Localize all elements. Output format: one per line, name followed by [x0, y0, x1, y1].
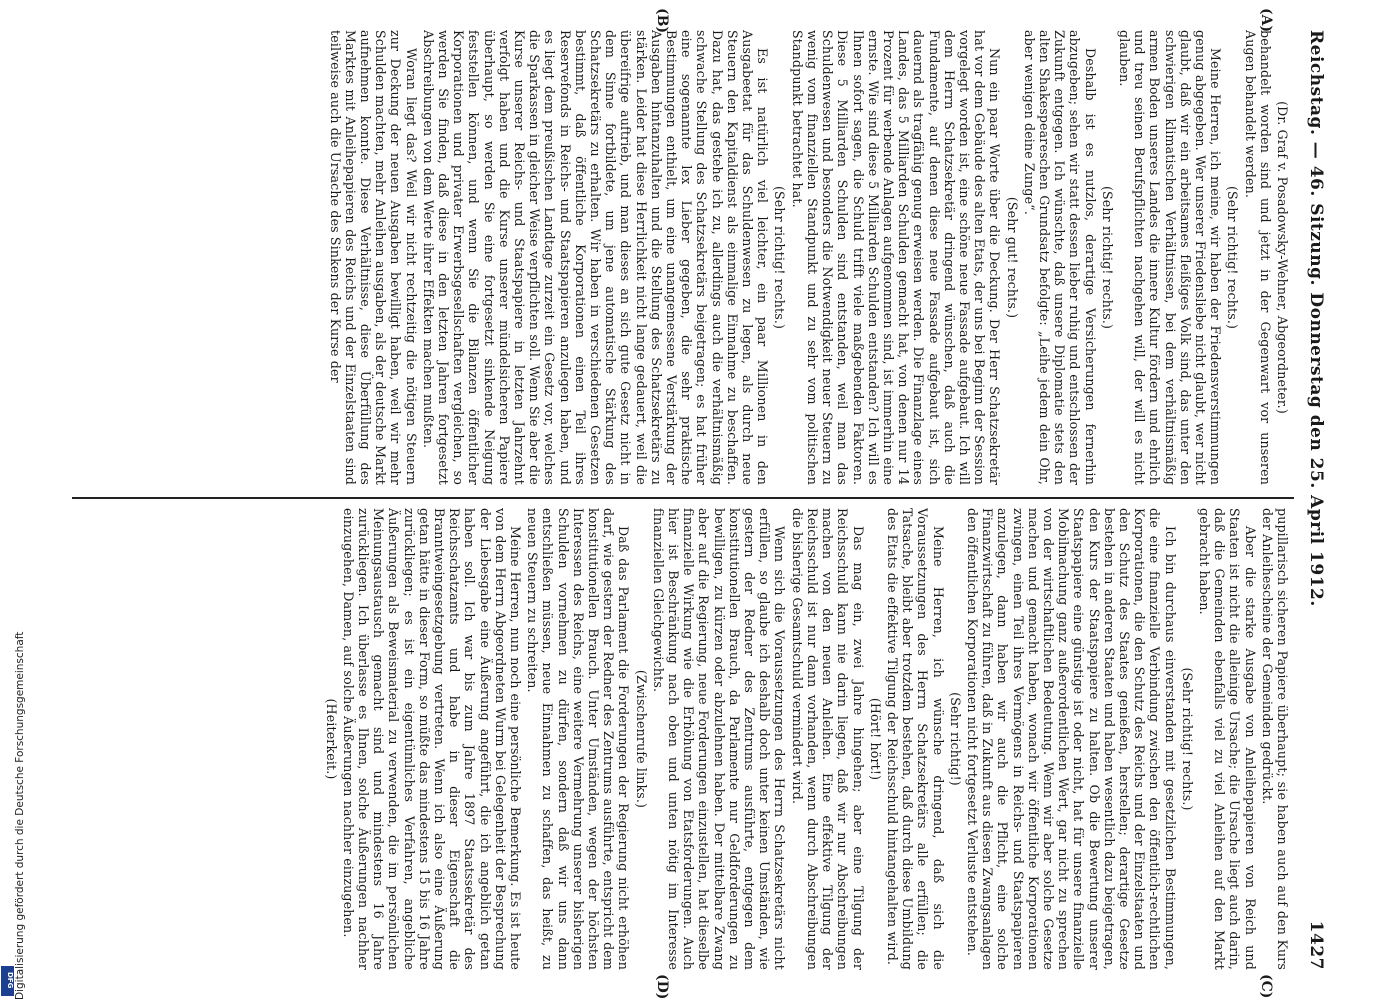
- rotated-newspaper-page: [70, 8, 1330, 1000]
- speaker-line: (Dr. Graf v. Posadowsky-Wehner, Abgeordneter.): [1275, 101, 1290, 414]
- interjection: (Sehr richtig!): [947, 692, 963, 786]
- margin-letter-d: (D): [654, 974, 670, 1000]
- column-left: [70, 30, 1290, 485]
- paragraph: Meine Herren, nun noch eine persönliche Bemerkung. Es ist heute von dem Herrn Abgeordneten Wurm bei Gelegenheit der Besprechung der Liebesgabe eine Äußerung angeführt, die ich angeblich getan haben soll. Ich war bis zum Jahre 1897 Staatssekretär des Reichsschatzamts und habe in dieser Eigenschaft die Branntweingesetzgebung vertreten. Wenn ich also eine Äußerung getan hätte in dieser Form, so müßte das mindestens 15 bis 16 Jahre zurückliegen; es ist ein eigentümliches Verfahren, angebliche Äußerungen als Beweismaterial zu verwenden, die im persönlichen Meinungsaustausch gemacht sind und mindestens 16 Jahre zurückliegen. Ich überlasse es Ihnen, solche Äußerungen nachher einzugehen, Damen, auf solche Äußerungen nachher einzugehen.: [340, 508, 524, 970]
- page-number: 1427: [1306, 920, 1326, 970]
- margin-letter-c: (C): [1258, 974, 1274, 999]
- paragraph: pupillarisch sicheren Papiere überhaupt; sie haben auch auf den Kurs der Anleihescheine der Gemeinden gedrückt.: [1259, 508, 1290, 970]
- interjection: (Zwischenrufe links.): [633, 669, 649, 809]
- paragraph: Nun ein paar Worte über die Deckung. Der Herr Schatzsekretär hat vor dem Gebäude des alten Etats, der uns bei Beginn der Session vorgelegt worden ist, eine schöne neue Fassade aufgebaut. Ich will dem Herrn Schatzsekretär dringend wünschen, daß auch die Fundamente, auf denen diese neue Fassade aufgebaut ist, sich dauernd als tragfähig genug erweisen werden. Die Finanzlage eines Landes, das 5 Milliarden Schulden gemacht hat, von denen nur 14 Prozent für werbende Anlagen aufgenommen sind, ist immerhin eine ernste. Wie sind diese 5 Milliarden Schulden entstanden? Ich will es Ihnen sofort sagen, die Schuld trifft viele maßgebenden Faktoren. Diese 5 Milliarden Schulden sind entstanden, weil man das Schuldenwesen und besonders die Notwendigkeit neuer Steuern zu wenig vom finanziellen Standpunkt und zu sehr vom politischen Standpunkt betrachtet hat.: [789, 30, 1003, 485]
- paragraph: Das mag ein, zwei Jahre hingehen; aber eine Tilgung der Reichsschuld kann nie darin liegen, daß wir nur Abschreibungen machen von den neuen Anleihen. Eine effektive Tilgung der Reichsschuld ist nur dann vorhanden, wenn durch Abschreibungen die bisherige Gesamtschuld vermindert wird.: [789, 508, 866, 970]
- paragraph: Deshalb ist es nutzlos, derartige Versicherungen fernerhin abzugeben; sehen wir statt dessen lieber ruhig und entschlossen der Zukunft entgegen. Ich wünschte, daß unsere Diplomatie stets den alten Shakespeareschen Grundsatz befolgte: „Leihe jedem dein Ohr, aber wenigen deine Zunge“.: [1021, 30, 1098, 485]
- interjection: (Hört! hört!): [867, 697, 883, 781]
- interjection: (Sehr richtig! rechts.): [1099, 185, 1115, 330]
- paragraph: Meine Herren, ich meine, wir haben der Friedensverstimmungen genug abgegeben. Wer unserer Friedensliebe nicht glaubt, wer nicht glaubt, daß wir ein arbeitsames fleißiges Volk sind, das unter den schwierigen klimatischen Verhältnissen, bei dem verhältnismäßig armen Boden unseres Landes die innere Kultur fördern und ehrlich und treu seinen Berufspflichten nachgehen will, der will es nicht glauben.: [1116, 30, 1224, 485]
- paragraph: Ich bin durchaus einverstanden mit gesetzlichen Bestimmungen, die eine finanzielle Verbindung zwischen den öffentlich-rechtlichen Korporationen, die den Schutz des Reichs und der Einzelstaaten und den Schutz des Staates genießen, herstellen; derartige Gesetze bestehen in anderen Staaten und haben wesentlich dazu beigetragen, den Kurs der Staatspapiere zu halten. Ob die Bewertung unserer Staatspapiere eine günstige ist oder nicht, hat für unsere finanzielle Mobilmachung ganz außerordentlichen Wert, gar nicht zu sprechen von der wirtschaftlichen Bedeutung. Wenn wir aber solche Gesetze machen und gemacht haben, wonach wir öffentliche Korporationen zwingen, einen Teil ihres Vermögens in Reichs- und Staatspapieren anzulegen, dann haben wir auch die Pflicht, eine solche Finanzwirtschaft zu führen, daß in Zukunft aus diesen Zwangsanlagen den öffentlichen Korporationen nicht fortgesetzt Verluste entstehen.: [964, 508, 1178, 970]
- page-title: Reichstag. — 46. Sitzung. Donnerstag den 25. April 1912.: [1306, 30, 1326, 607]
- interjection: (Sehr richtig! rechts.): [1225, 185, 1241, 330]
- column-divider: [72, 497, 1294, 499]
- margin-letter-a: (A): [1258, 8, 1274, 33]
- interjection: (Heiterkeit.): [323, 698, 339, 780]
- interjection: (Sehr gut! rechts.): [1004, 196, 1020, 319]
- paragraph: Woran liegt das? Weil wir nicht rechtzeitig die nötigen Steuern zur Deckung der neuen Ausgaben bewilligt haben, weil wir mehr Schulden machten, mehr Anleihen ausgaben, als der deutsche Markt aufnehmen konnte. Diese Verhältnisse, diese Überfüllung des Marktes mit Anleihepapieren des Reichs und der Einzelstaaten sind teilweise auch die Ursache des Sinkens der Kurse der: [327, 30, 419, 485]
- paragraph: Wenn sich die Voraussetzungen des Herrn Schatzsekretärs nicht erfüllen, so glaube ich deshalb doch unter keinen Umständen, wie gestern der Redner des Zentrums ausführte, entgegen dem konstitutionellen Brauch, da Parlamente nur Geldforderungen zu bewilligen, zu kürzen oder abzulehnen haben. Der mittelbare Zwang aber auf die Regierung, neue Forderungen einzustellen, hat dieselbe finanzielle Wirkung wie die Erhöhung von Etatsforderungen. Auch hier ist Beschränkung nach oben und unten nötig im Interesse finanziellen Gleichgewichts.: [650, 508, 788, 970]
- interjection: (Sehr richtig! rechts.): [1179, 667, 1195, 811]
- column-right: [70, 508, 1290, 970]
- paragraph: Meine Herren, ich wünsche dringend, daß sich die Voraussetzungen des Herrn Schatzsekretärs alle erfüllen; die Tatsache, bleibt aber trotzdem bestehen, daß durch diese Umbildung des Etats die effektive Tilgung der Reichsschuld hintangehalten wird.: [884, 508, 946, 970]
- margin-letter-b: (B): [654, 8, 670, 34]
- paragraph: Aber die starke Ausgabe von Anleihepapieren von Reich und Staaten ist nicht die alleinige Ursache; die Ursache liegt auch darin, daß die Gemeinden ebenfalls viel zu viel Anleihen auf den Markt gebracht haben.: [1196, 508, 1258, 970]
- page-header: [1300, 30, 1330, 970]
- paragraph: behandelt worden sind und jetzt in der Gegenwart vor unseren Augen behandelt werden.: [1242, 30, 1273, 485]
- interjection: (Sehr richtig! rechts.): [772, 185, 788, 330]
- credit-text: Digitalisierung gefördert durch die Deutsche Forschungsgemeinschaft: [14, 631, 26, 1000]
- paragraph: Es ist natürlich viel leichter, ein paar Millionen in den Ausgabeetat für das Schuldenwesen zu legen, als durch neue Steuern den Kapitaldienst als einmalige Einnahme zu beschaffen. Dazu hat, das gestehe ich zu, allerdings auch die verhältnismäßig schwache Stellung des Schatzsekretärs beigetragen; es hat früher eine sogenannte lex Lieber gegeben, die sehr praktische Bestimmungen enthielt, um eine unangemessene Verstärkung der Ausgaben hintanzuhalten und die Stellung des Schatzsekretärs zu stärken. Leider hat diese Herrlichkeit nicht lange gedauert, weil die übereifrige auftrieb, und man dieses an sich gute Gesetz nicht in dem Sinne fortbildete, um jene automatische Stärkung des Schatzsekretärs zu erhalten. Wir haben in verschiedenen Gesetzen bestimmt, daß öffentliche Korporationen einen Teil ihres Reservefonds in Reichs- und Staatspapieren anzulegen haben, und es liegt dem preußischen Landtage zurzeit ein Gesetz vor, welches die Sparkassen in gleicher Weise verpflichten soll. Wenn Sie aber die Kurse unserer Reichs- und Staatspapiere in letzten Jahrzehnt verfolgt haben und die Kurse unserer mündelsicheren Papiere überhaupt, so werden Sie eine fortgesetzt sinkende Neigung feststellen können, und wenn Sie die Bilanzen öffentlicher Korporationen und privater Erwerbsgesellschaften vergleichen, so werden Sie finden, daß diese in den letzten Jahren fortgesetzt Abschreibungen von dem Werte ihrer Effekten machen mußten.: [420, 30, 771, 485]
- paragraph: Daß das Parlament die Forderungen der Regierung nicht erhöhen darf, wie gestern der Redner des Zentrums ausführte, entspricht dem konstitutionellen Brauch. Unter Umständen, wegen der höchsten Interessen des Reichs, eine weitere Vermehrung unserer bisherigen Schulden vornehmen zu dürfen, sondern daß wir uns dann entschließen müssen, neue Einnahmen zu schaffen, das heißt, zu neuen Steuern zu schreiten.: [525, 508, 632, 970]
- dfg-logo-text: DFG: [6, 972, 14, 989]
